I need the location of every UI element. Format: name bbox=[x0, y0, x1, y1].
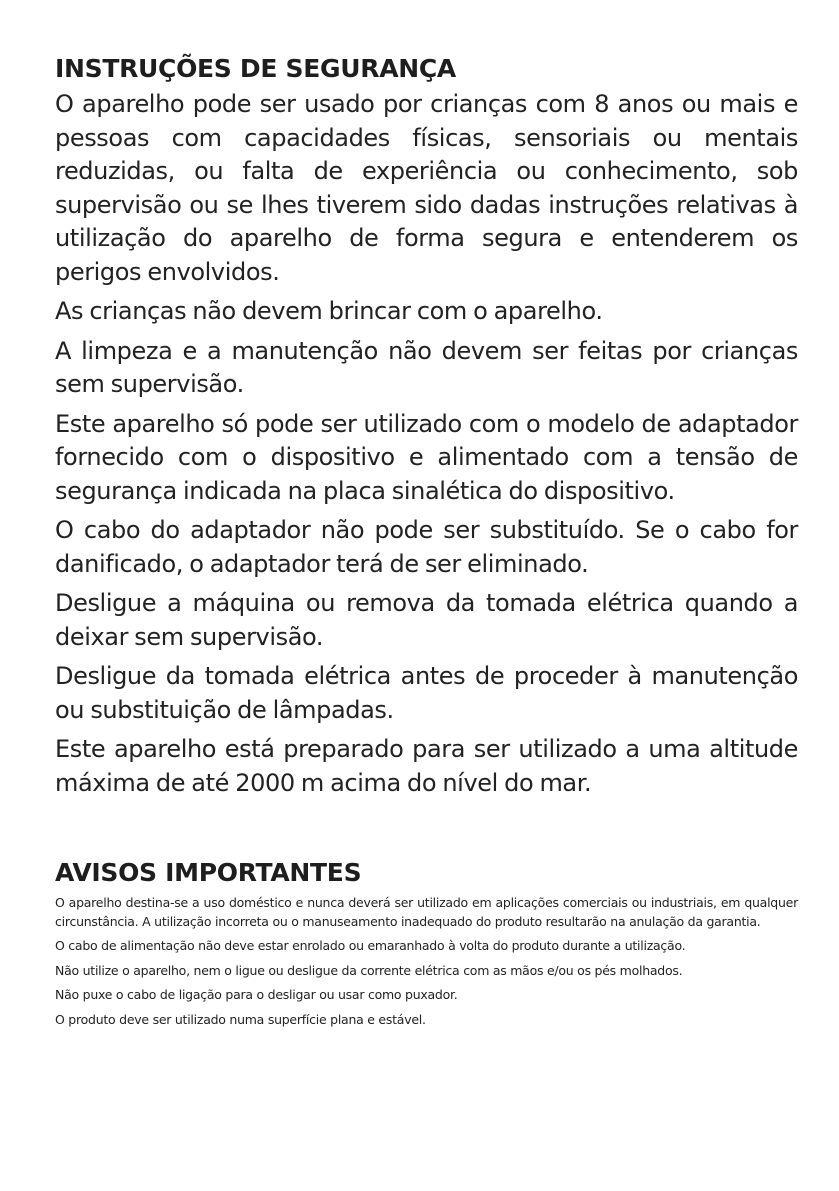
important-warnings-heading: AVISOS IMPORTANTES bbox=[55, 858, 362, 887]
warning-paragraph: O aparelho destina-se a uso doméstico e nunca deverá ser utilizado em aplicações comerciais ou industriais, em qualquer circunstância. A utilização incorreta ou o manuseamento inadequado do produto resultarão na anulação da garantia. bbox=[55, 895, 798, 929]
safety-paragraph: Desligue a máquina ou remova da tomada elétrica quando a deixar sem supervisão. bbox=[55, 589, 798, 651]
safety-instructions-heading: INSTRUÇÕES DE SEGURANÇA bbox=[55, 54, 456, 83]
warning-paragraph: O produto deve ser utilizado numa superfície plana e estável. bbox=[55, 1011, 426, 1027]
safety-paragraph: Este aparelho só pode ser utilizado com o modelo de adaptador fornecido com o dispositivo e alimentado com a tensão de segurança indicada na placa sinalética do dispositivo. bbox=[55, 409, 798, 505]
safety-paragraph: Desligue da tomada elétrica antes de proceder à manutenção ou substituição de lâmpadas. bbox=[55, 662, 798, 724]
safety-paragraph: O aparelho pode ser usado por crianças com 8 anos ou mais e pessoas com capacidades físicas, sensoriais ou mentais reduzidas, ou falta de experiência ou conhecimento, sob supervisão ou se lhes tiverem sido dadas instruções relativas à utilização do aparelho de forma segura e entenderem os perigos envolvidos. bbox=[55, 90, 798, 286]
safety-paragraph: Este aparelho está preparado para ser utilizado a uma altitude máxima de até 2000 m acima do nível do mar. bbox=[55, 735, 798, 797]
important-warnings-section bbox=[55, 856, 798, 1029]
safety-instructions-section bbox=[55, 52, 798, 800]
safety-paragraph: O cabo do adaptador não pode ser substituído. Se o cabo for danificado, o adaptador terá de ser eliminado. bbox=[55, 516, 798, 578]
document-page bbox=[55, 52, 798, 1035]
warning-paragraph: Não puxe o cabo de ligação para o desligar ou usar como puxador. bbox=[55, 987, 458, 1002]
important-warnings-body bbox=[55, 894, 798, 1029]
warning-paragraph: O cabo de alimentação não deve estar enrolado ou emaranhado à volta do produto durante a utilização. bbox=[55, 938, 686, 953]
safety-paragraph: As crianças não devem brincar com o aparelho. bbox=[55, 297, 603, 325]
safety-paragraph: A limpeza e a manutenção não devem ser feitas por crianças sem supervisão. bbox=[55, 336, 798, 398]
warning-paragraph: Não utilize o aparelho, nem o ligue ou desligue da corrente elétrica com as mãos e/ou os pés molhados. bbox=[55, 962, 683, 978]
safety-instructions-body bbox=[55, 88, 798, 800]
